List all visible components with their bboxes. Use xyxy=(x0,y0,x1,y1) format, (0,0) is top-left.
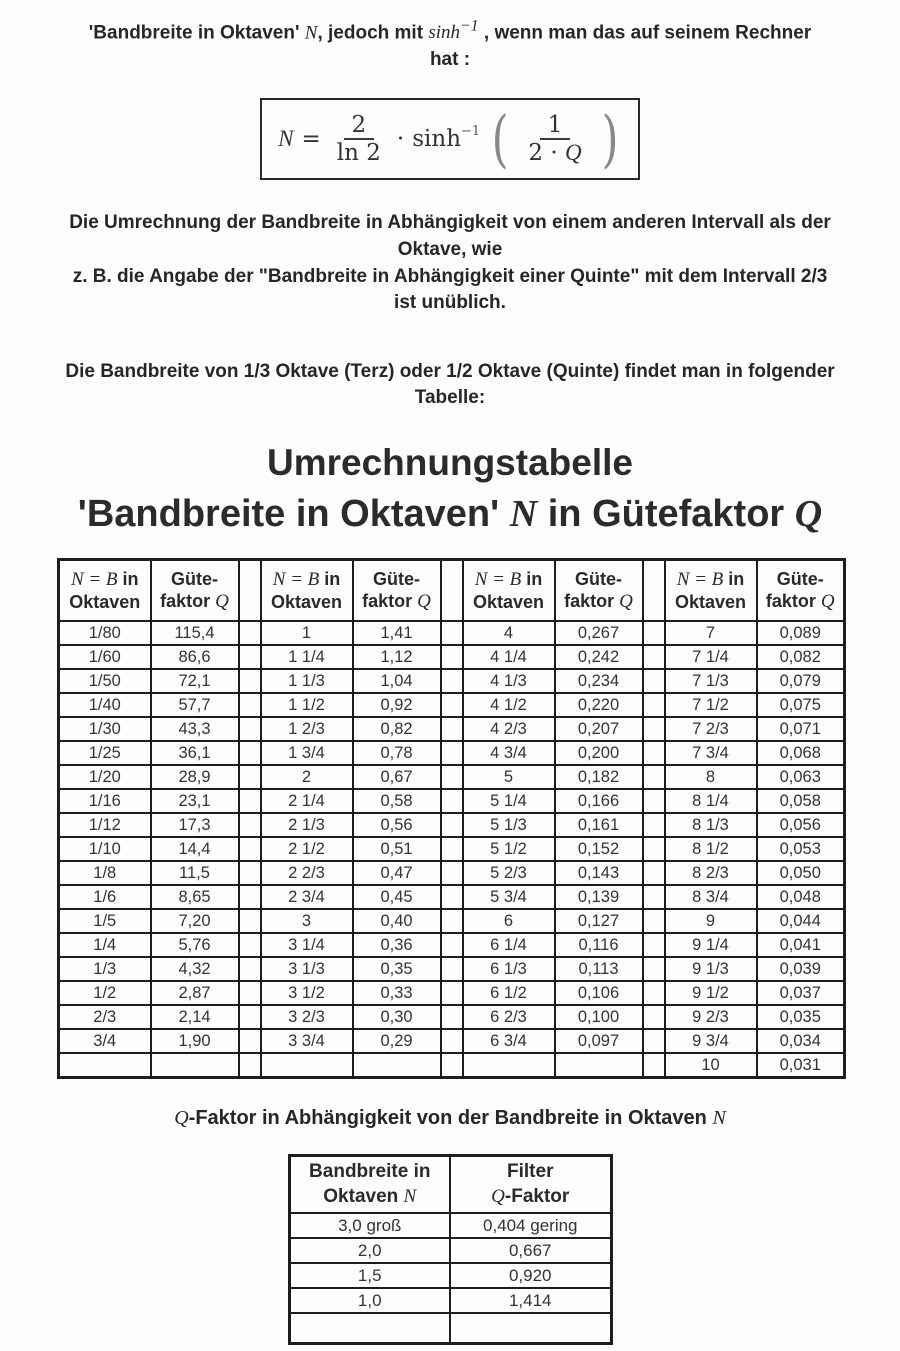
q-factor-table-body xyxy=(289,1213,611,1343)
spacer-cell xyxy=(441,837,463,861)
bandwidth-cell: 3,0 groß xyxy=(289,1213,450,1238)
q-value-cell: 0,089 xyxy=(757,621,845,645)
q-value-cell: 17,3 xyxy=(151,813,239,837)
header-n-oktaven: N = B in Oktaven xyxy=(261,559,353,621)
spacer-cell xyxy=(239,981,261,1005)
header-guetefaktor: Güte- faktor Q xyxy=(555,559,643,621)
n-value-cell: 9 1/3 xyxy=(665,957,757,981)
q-value-cell: 0,182 xyxy=(555,765,643,789)
q-value-cell: 0,075 xyxy=(757,693,845,717)
n-value-cell: 4 1/4 xyxy=(463,645,555,669)
n-value-cell: 4 1/3 xyxy=(463,669,555,693)
conversion-table-body xyxy=(59,621,845,1077)
spacer-cell xyxy=(239,861,261,885)
n-value-cell: 4 2/3 xyxy=(463,717,555,741)
subtitle-text-1: 'Bandbreite in Oktaven' xyxy=(77,492,510,535)
spacer-cell xyxy=(239,717,261,741)
q-value-cell: 0,82 xyxy=(353,717,441,741)
q-value-cell: 0,100 xyxy=(555,1005,643,1029)
n-value-cell: 8 2/3 xyxy=(665,861,757,885)
spacer-cell xyxy=(643,1053,665,1077)
spacer-cell xyxy=(441,621,463,645)
spacer-cell xyxy=(441,933,463,957)
table-row xyxy=(59,813,845,837)
table-row xyxy=(59,717,845,741)
table-row xyxy=(59,765,845,789)
spacer-cell xyxy=(441,1053,463,1077)
header-guetefaktor: Güte- faktor Q xyxy=(353,559,441,621)
q-factor-cell: 1,414 xyxy=(450,1288,611,1313)
spacer-cell xyxy=(643,717,665,741)
fraction-1-2q: $\frac{1}{2 \cdot Q}$ xyxy=(528,111,582,166)
n-value-cell: 3 1/4 xyxy=(261,933,353,957)
spacer-cell xyxy=(441,981,463,1005)
q-value-cell: 0,050 xyxy=(757,861,845,885)
formula-box xyxy=(260,98,640,181)
n-value-cell: 1/3 xyxy=(59,957,151,981)
var-q: Q xyxy=(564,139,582,165)
n-value-cell: 7 1/4 xyxy=(665,645,757,669)
spacer-cell xyxy=(441,1029,463,1053)
spacer-cell xyxy=(441,789,463,813)
intro-paragraph xyxy=(0,0,900,74)
n-value-cell xyxy=(463,1053,555,1077)
n-value-cell: 1 1/4 xyxy=(261,645,353,669)
table-row xyxy=(289,1263,611,1288)
spacer-cell xyxy=(643,765,665,789)
q-value-cell: 0,152 xyxy=(555,837,643,861)
header-n-oktaven: N = B in Oktaven xyxy=(59,559,151,621)
spacer-cell xyxy=(643,933,665,957)
explanation-line-1: Die Umrechnung der Bandbreite in Abhängigkeit von einem anderen Intervall als der xyxy=(69,212,831,234)
multiply-dot: · xyxy=(396,125,405,152)
spacer-cell xyxy=(441,645,463,669)
q-value-cell: 0,097 xyxy=(555,1029,643,1053)
n-value-cell: 2 1/2 xyxy=(261,837,353,861)
q-value-cell: 2,14 xyxy=(151,1005,239,1029)
table-row xyxy=(59,885,845,909)
n-value-cell: 1 1/2 xyxy=(261,693,353,717)
spacer-cell xyxy=(239,765,261,789)
close-paren: ) xyxy=(601,101,619,175)
q-value-cell: 0,33 xyxy=(353,981,441,1005)
n-value-cell: 2/3 xyxy=(59,1005,151,1029)
spacer-cell xyxy=(441,957,463,981)
n-value-cell: 9 2/3 xyxy=(665,1005,757,1029)
q-value-cell: 0,40 xyxy=(353,909,441,933)
q-value-cell: 0,30 xyxy=(353,1005,441,1029)
q-value-cell: 0,034 xyxy=(757,1029,845,1053)
spacer-cell xyxy=(643,837,665,861)
n-value-cell: 7 3/4 xyxy=(665,741,757,765)
q-value-cell: 0,041 xyxy=(757,933,845,957)
n-value-cell: 1 1/3 xyxy=(261,669,353,693)
table-row xyxy=(59,1005,845,1029)
spacer-cell xyxy=(239,559,261,621)
n-value-cell: 5 2/3 xyxy=(463,861,555,885)
spacer-cell xyxy=(643,813,665,837)
n-value-cell: 7 1/3 xyxy=(665,669,757,693)
intro-text-2: , jedoch mit xyxy=(317,22,429,44)
n-value-cell: 5 1/3 xyxy=(463,813,555,837)
q-value-cell: 28,9 xyxy=(151,765,239,789)
n-value-cell: 9 1/4 xyxy=(665,933,757,957)
q-value-cell: 0,143 xyxy=(555,861,643,885)
q-value-cell: 1,12 xyxy=(353,645,441,669)
n-value-cell: 1/8 xyxy=(59,861,151,885)
n-value-cell: 4 1/2 xyxy=(463,693,555,717)
open-paren: ( xyxy=(491,101,509,175)
q-value-cell: 86,6 xyxy=(151,645,239,669)
table-row xyxy=(59,957,845,981)
q-factor-cell: 0,667 xyxy=(450,1238,611,1263)
n-value-cell: 5 3/4 xyxy=(463,885,555,909)
n-value-cell: 5 xyxy=(463,765,555,789)
n-value-cell: 6 1/2 xyxy=(463,981,555,1005)
spacer-cell xyxy=(239,1029,261,1053)
q-value-cell: 0,056 xyxy=(757,813,845,837)
q-value-cell: 14,4 xyxy=(151,837,239,861)
q-value-cell: 0,106 xyxy=(555,981,643,1005)
q-value-cell: 115,4 xyxy=(151,621,239,645)
n-value-cell: 9 1/2 xyxy=(665,981,757,1005)
table-row xyxy=(59,645,845,669)
n-value-cell: 1/20 xyxy=(59,765,151,789)
spacer-cell xyxy=(441,717,463,741)
q-value-cell: 0,113 xyxy=(555,957,643,981)
caption-text: -Faktor in Abhängigkeit von der Bandbreite in Oktaven xyxy=(188,1106,713,1129)
spacer-cell xyxy=(643,885,665,909)
q-value-cell: 0,063 xyxy=(757,765,845,789)
spacer-cell xyxy=(441,909,463,933)
table-row xyxy=(59,837,845,861)
q-value-cell: 0,242 xyxy=(555,645,643,669)
caption-var-n: N xyxy=(712,1106,726,1129)
n-value-cell: 1/2 xyxy=(59,981,151,1005)
q-value-cell: 0,267 xyxy=(555,621,643,645)
q-factor-cell: 0,404 gering xyxy=(450,1213,611,1238)
q-value-cell: 4,32 xyxy=(151,957,239,981)
q-value-cell: 0,068 xyxy=(757,741,845,765)
table-row xyxy=(59,789,845,813)
q-value-cell: 0,51 xyxy=(353,837,441,861)
spacer-cell xyxy=(441,765,463,789)
spacer-cell xyxy=(643,957,665,981)
n-value-cell: 1/40 xyxy=(59,693,151,717)
spacer-cell xyxy=(643,693,665,717)
spacer-cell xyxy=(239,645,261,669)
spacer-cell xyxy=(643,861,665,885)
q-value-cell: 0,082 xyxy=(757,645,845,669)
q-value-cell: 8,65 xyxy=(151,885,239,909)
q-value-cell: 0,56 xyxy=(353,813,441,837)
table-row xyxy=(59,981,845,1005)
q-factor-table xyxy=(288,1154,613,1345)
n-value-cell: 3 3/4 xyxy=(261,1029,353,1053)
small-table-header-row xyxy=(289,1155,611,1213)
n-value-cell: 8 xyxy=(665,765,757,789)
spacer-cell xyxy=(643,1005,665,1029)
spacer-cell xyxy=(239,669,261,693)
spacer-cell xyxy=(643,669,665,693)
n-value-cell: 8 1/4 xyxy=(665,789,757,813)
n-value-cell: 6 1/3 xyxy=(463,957,555,981)
spacer-cell xyxy=(643,981,665,1005)
table-reference-line-1: Die Bandbreite von 1/3 Oktave (Terz) oder 1/2 Oktave (Quinte) findet man in folgender xyxy=(65,360,835,382)
table-row xyxy=(289,1313,611,1343)
intro-text-line2: hat : xyxy=(429,48,471,70)
q-value-cell: 0,45 xyxy=(353,885,441,909)
header-n-oktaven: N = B in Oktaven xyxy=(463,559,555,621)
q-value-cell: 7,20 xyxy=(151,909,239,933)
q-value-cell: 0,079 xyxy=(757,669,845,693)
subtitle-var-q: Q xyxy=(794,492,823,535)
n-value-cell: 3/4 xyxy=(59,1029,151,1053)
table-row xyxy=(59,693,845,717)
q-value-cell: 43,3 xyxy=(151,717,239,741)
spacer-cell xyxy=(239,693,261,717)
q-value-cell: 11,5 xyxy=(151,861,239,885)
page-subtitle xyxy=(0,492,900,536)
caption-var-q: Q xyxy=(174,1106,189,1129)
q-value-cell: 72,1 xyxy=(151,669,239,693)
spacer-cell xyxy=(239,621,261,645)
explanation-paragraph xyxy=(0,210,900,316)
table-header-row xyxy=(59,559,845,621)
sinh-inverse: $\sinh^{-1}$ xyxy=(412,124,481,152)
q-value-cell xyxy=(151,1053,239,1077)
n-value-cell xyxy=(261,1053,353,1077)
spacer-cell xyxy=(441,885,463,909)
n-value-cell: 8 3/4 xyxy=(665,885,757,909)
q-value-cell: 2,87 xyxy=(151,981,239,1005)
formula-lhs: N xyxy=(278,125,294,151)
q-value-cell: 0,071 xyxy=(757,717,845,741)
n-value-cell: 6 xyxy=(463,909,555,933)
spacer-cell xyxy=(441,1005,463,1029)
q-value-cell: 0,47 xyxy=(353,861,441,885)
q-value-cell: 0,234 xyxy=(555,669,643,693)
spacer-cell xyxy=(239,933,261,957)
spacer-cell xyxy=(239,885,261,909)
q-value-cell: 36,1 xyxy=(151,741,239,765)
spacer-cell xyxy=(441,669,463,693)
n-value-cell: 1 xyxy=(261,621,353,645)
q-value-cell: 0,044 xyxy=(757,909,845,933)
header-filter-q: Filter Q-Faktor xyxy=(450,1155,611,1213)
q-value-cell: 0,039 xyxy=(757,957,845,981)
q-value-cell: 0,29 xyxy=(353,1029,441,1053)
spacer-cell xyxy=(441,741,463,765)
n-value-cell: 1/5 xyxy=(59,909,151,933)
n-value-cell: 8 1/3 xyxy=(665,813,757,837)
table-row xyxy=(59,1029,845,1053)
n-value-cell: 7 1/2 xyxy=(665,693,757,717)
n-value-cell: 9 xyxy=(665,909,757,933)
n-value-cell: 7 2/3 xyxy=(665,717,757,741)
q-value-cell: 0,92 xyxy=(353,693,441,717)
spacer-cell xyxy=(643,741,665,765)
spacer-cell xyxy=(643,559,665,621)
bandwidth-cell: 1,0 xyxy=(289,1288,450,1313)
q-value-cell xyxy=(353,1053,441,1077)
explanation-line-3: z. B. die Angabe der "Bandbreite in Abhängigkeit einer Quinte" mit dem Intervall 2/3 xyxy=(72,265,828,287)
n-value-cell: 1/16 xyxy=(59,789,151,813)
sinh-term: $\sinh^{-1}$ xyxy=(428,18,479,44)
n-value-cell: 7 xyxy=(665,621,757,645)
small-table-caption xyxy=(0,1107,900,1130)
q-value-cell: 5,76 xyxy=(151,933,239,957)
spacer-cell xyxy=(441,861,463,885)
n-value-cell: 3 xyxy=(261,909,353,933)
q-value-cell: 0,127 xyxy=(555,909,643,933)
n-value-cell: 3 2/3 xyxy=(261,1005,353,1029)
table-row xyxy=(289,1238,611,1263)
header-n-oktaven: N = B in Oktaven xyxy=(665,559,757,621)
spacer-cell xyxy=(239,1005,261,1029)
n-value-cell: 2 1/3 xyxy=(261,813,353,837)
fraction-2-ln2: $\frac{2}{\ln 2}$ xyxy=(336,111,381,166)
n-value-cell: 1/25 xyxy=(59,741,151,765)
table-reference-line-2: Tabelle: xyxy=(414,387,486,409)
q-value-cell: 0,58 xyxy=(353,789,441,813)
q-value-cell: 0,78 xyxy=(353,741,441,765)
n-value-cell: 1 3/4 xyxy=(261,741,353,765)
q-value-cell: 57,7 xyxy=(151,693,239,717)
q-value-cell: 0,200 xyxy=(555,741,643,765)
q-value-cell: 0,037 xyxy=(757,981,845,1005)
q-value-cell: 0,031 xyxy=(757,1053,845,1077)
spacer-cell xyxy=(441,813,463,837)
spacer-cell xyxy=(643,789,665,813)
q-value-cell: 0,35 xyxy=(353,957,441,981)
n-value-cell: 6 2/3 xyxy=(463,1005,555,1029)
n-value-cell: 10 xyxy=(665,1053,757,1077)
spacer-cell xyxy=(239,837,261,861)
spacer-cell xyxy=(441,693,463,717)
spacer-cell xyxy=(441,559,463,621)
n-value-cell xyxy=(59,1053,151,1077)
n-value-cell: 1/80 xyxy=(59,621,151,645)
n-value-cell: 1 2/3 xyxy=(261,717,353,741)
n-value-cell: 1/6 xyxy=(59,885,151,909)
bandwidth-cell: 1,5 xyxy=(289,1263,450,1288)
n-value-cell: 3 1/3 xyxy=(261,957,353,981)
spacer-cell xyxy=(239,741,261,765)
n-value-cell: 6 1/4 xyxy=(463,933,555,957)
intro-text-1: 'Bandbreite in Oktaven' xyxy=(88,22,305,44)
table-row xyxy=(289,1288,611,1313)
table-row xyxy=(59,909,845,933)
n-value-cell: 1/10 xyxy=(59,837,151,861)
q-value-cell: 23,1 xyxy=(151,789,239,813)
q-value-cell: 0,161 xyxy=(555,813,643,837)
q-value-cell: 0,36 xyxy=(353,933,441,957)
n-value-cell: 1/30 xyxy=(59,717,151,741)
n-value-cell: 3 1/2 xyxy=(261,981,353,1005)
table-row xyxy=(289,1213,611,1238)
n-value-cell: 1/4 xyxy=(59,933,151,957)
q-value-cell xyxy=(555,1053,643,1077)
table-row xyxy=(59,621,845,645)
n-value-cell: 1/60 xyxy=(59,645,151,669)
q-value-cell: 0,053 xyxy=(757,837,845,861)
n-value-cell: 2 1/4 xyxy=(261,789,353,813)
explanation-line-4: ist unüblich. xyxy=(394,292,506,314)
table-reference-paragraph xyxy=(0,359,900,412)
header-guetefaktor: Güte- faktor Q xyxy=(757,559,845,621)
bandwidth-cell xyxy=(289,1313,450,1343)
q-factor-cell xyxy=(450,1313,611,1343)
n-value-cell: 2 3/4 xyxy=(261,885,353,909)
q-factor-cell: 0,920 xyxy=(450,1263,611,1288)
var-n: N xyxy=(304,22,318,44)
n-value-cell: 9 3/4 xyxy=(665,1029,757,1053)
bandwidth-cell: 2,0 xyxy=(289,1238,450,1263)
n-value-cell: 6 3/4 xyxy=(463,1029,555,1053)
spacer-cell xyxy=(239,1053,261,1077)
spacer-cell xyxy=(643,909,665,933)
spacer-cell xyxy=(239,813,261,837)
spacer-cell xyxy=(643,1029,665,1053)
n-value-cell: 2 2/3 xyxy=(261,861,353,885)
table-row xyxy=(59,861,845,885)
n-value-cell: 4 xyxy=(463,621,555,645)
table-row xyxy=(59,741,845,765)
n-value-cell: 8 1/2 xyxy=(665,837,757,861)
intro-text-3: , wenn man das auf seinem Rechner xyxy=(478,22,812,44)
spacer-cell xyxy=(239,789,261,813)
table-row xyxy=(59,1053,845,1077)
n-value-cell: 5 1/4 xyxy=(463,789,555,813)
subtitle-var-n: N xyxy=(509,492,538,535)
q-value-cell: 0,166 xyxy=(555,789,643,813)
q-value-cell: 1,04 xyxy=(353,669,441,693)
spacer-cell xyxy=(239,909,261,933)
table-row xyxy=(59,669,845,693)
explanation-line-2: Oktave, wie xyxy=(397,238,503,260)
spacer-cell xyxy=(239,957,261,981)
subtitle-text-2: in Gütefaktor xyxy=(537,492,795,535)
equals-sign: = xyxy=(301,125,321,152)
q-value-cell: 1,90 xyxy=(151,1029,239,1053)
q-value-cell: 0,67 xyxy=(353,765,441,789)
q-value-cell: 0,048 xyxy=(757,885,845,909)
page-title: Umrechnungstabelle xyxy=(267,441,633,483)
n-value-cell: 4 3/4 xyxy=(463,741,555,765)
q-value-cell: 0,058 xyxy=(757,789,845,813)
n-value-cell: 5 1/2 xyxy=(463,837,555,861)
header-bandbreite: Bandbreite in Oktaven N xyxy=(289,1155,450,1213)
table-row xyxy=(59,933,845,957)
q-value-cell: 0,220 xyxy=(555,693,643,717)
conversion-table xyxy=(57,558,846,1079)
n-value-cell: 1/50 xyxy=(59,669,151,693)
q-value-cell: 0,116 xyxy=(555,933,643,957)
n-value-cell: 1/12 xyxy=(59,813,151,837)
spacer-cell xyxy=(643,621,665,645)
n-value-cell: 2 xyxy=(261,765,353,789)
q-value-cell: 0,035 xyxy=(757,1005,845,1029)
q-value-cell: 0,139 xyxy=(555,885,643,909)
q-value-cell: 0,207 xyxy=(555,717,643,741)
q-value-cell: 1,41 xyxy=(353,621,441,645)
spacer-cell xyxy=(643,645,665,669)
header-guetefaktor: Güte- faktor Q xyxy=(151,559,239,621)
